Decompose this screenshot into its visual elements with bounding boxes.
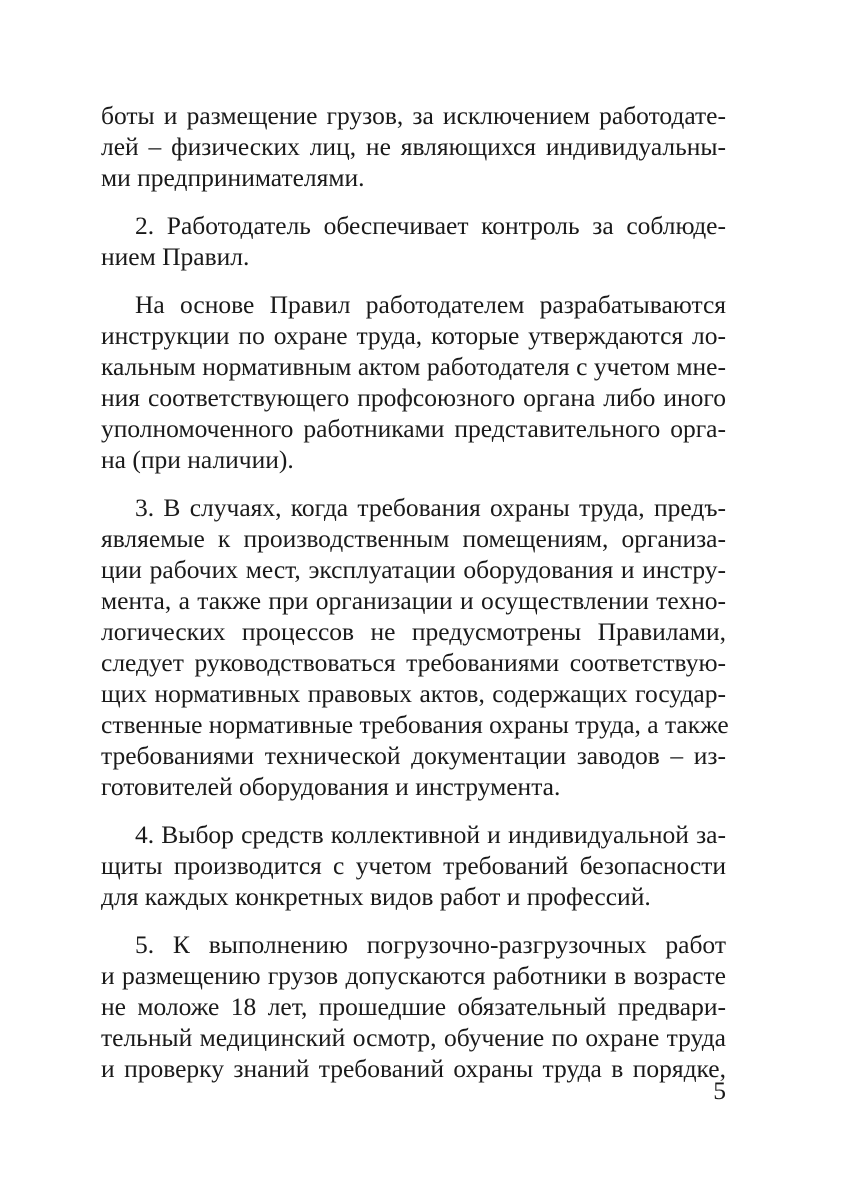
paragraph-2	[101, 210, 726, 272]
text-line: 3. В случаях, когда требования охраны труда, предъ-	[135, 493, 726, 522]
text-line: щиты производится с учетом требований безопасности	[101, 851, 726, 880]
text-line: требованиями технической документации заводов – из-	[101, 741, 726, 770]
paragraph-continuation	[101, 100, 726, 193]
text-line: для каждых конкретных видов работ и профессий.	[101, 882, 651, 911]
text-line: ния соответствующего профсоюзного органа либо иного	[101, 383, 726, 412]
text-line: на (при наличии).	[101, 445, 294, 474]
paragraph-5	[101, 929, 726, 1084]
text-line: ми предпринимателями.	[101, 163, 365, 192]
text-line: готовителей оборудования и инструмента.	[101, 772, 561, 801]
body-text	[101, 100, 729, 1101]
text-line: и размещению грузов допускаются работники в возрасте	[101, 961, 726, 990]
text-line: следует руководствоваться требованиями соответствую-	[101, 648, 726, 677]
paragraph-4	[101, 819, 726, 912]
text-line: кальным нормативным актом работодателя с учетом мне-	[101, 352, 726, 381]
text-line: На основе Правил работодателем разрабатываются	[135, 290, 726, 319]
text-line: 2. Работодатель обеспечивает контроль за соблюде-	[135, 211, 726, 240]
text-line: боты и размещение грузов, за исключением работодате-	[101, 101, 726, 130]
text-line: уполномоченного работниками представительного орга-	[101, 414, 726, 443]
text-line: 4. Выбор средств коллективной и индивидуальной за-	[135, 820, 726, 849]
text-line: щих нормативных правовых актов, содержащих государ-	[101, 679, 726, 708]
page-number: 5	[713, 1076, 726, 1105]
text-line: логических процессов не предусмотрены Правилами,	[101, 617, 726, 646]
text-line: ции рабочих мест, эксплуатации оборудования и инстру-	[101, 555, 726, 584]
text-line: нием Правил.	[101, 242, 250, 271]
text-line: тельный медицинский осмотр, обучение по охране труда	[101, 1023, 726, 1052]
paragraph-2-instructions	[101, 289, 726, 475]
paragraph-3	[101, 492, 729, 802]
text-line: 5. К выполнению погрузочно-разгрузочных работ	[135, 930, 726, 959]
text-line: инструкции по охране труда, которые утверждаются ло-	[101, 321, 726, 350]
text-line: и проверку знаний требований охраны труда в порядке,	[101, 1054, 726, 1083]
text-line: не моложе 18 лет, прошедшие обязательный предвари-	[101, 992, 726, 1021]
text-line: являемые к производственным помещениям, организа-	[101, 524, 726, 553]
text-line: мента, а также при организации и осуществлении техно-	[101, 586, 726, 615]
text-line: лей – физических лиц, не являющихся индивидуальны-	[101, 132, 726, 161]
text-line: ственные нормативные требования охраны труда, а также	[101, 710, 729, 739]
